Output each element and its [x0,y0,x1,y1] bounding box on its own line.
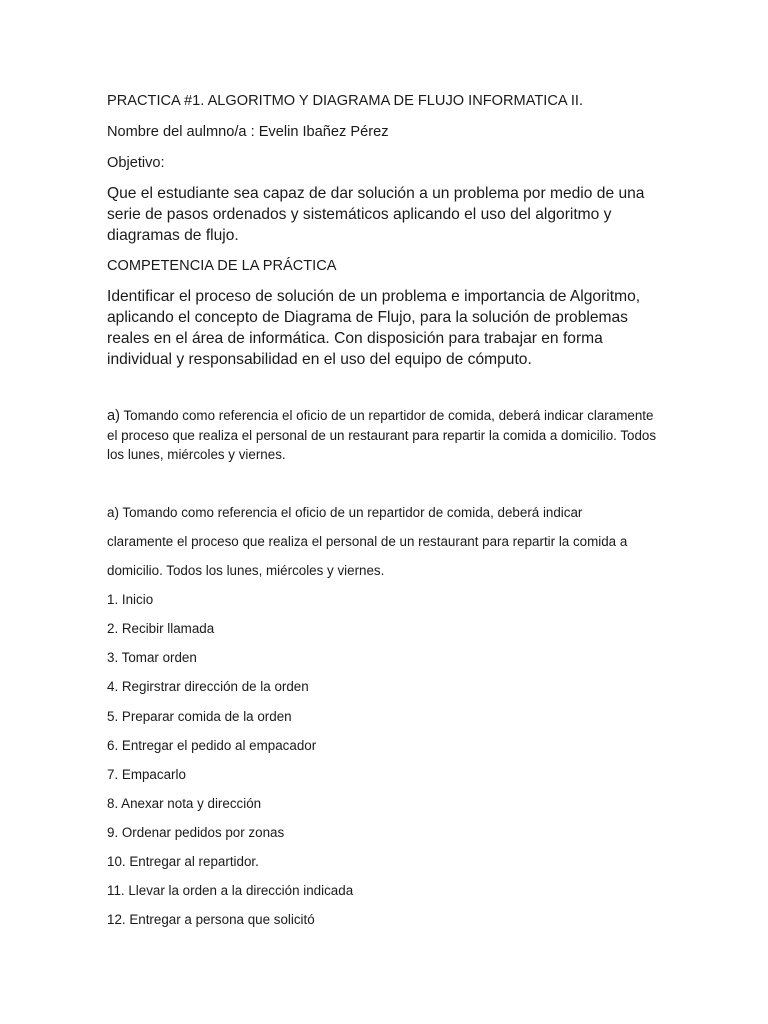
task-text: Tomando como referencia el oficio de un repartidor de comida, deberá indicar claramente el proceso que realiza el personal de un restaurant para repartir la comida a domicilio. Todos los lunes, miércoles y viernes. [107,408,657,462]
competence-heading: COMPETENCIA DE LA PRÁCTICA [107,258,337,274]
step-item: 1. Inicio [107,592,154,607]
competence-text: Identificar el proceso de solución de un problema e importancia de Algoritmo, aplicando el concepto de Diagrama de Flujo, para la solución de problemas reales en el área de informática. Con disposición para trabajar en forma individual y responsabilidad en el uso del equipo de cómputo. [107,288,641,368]
step-item: 11. Llevar la orden a la dirección indicada [107,883,354,898]
task-repeat-line-2: claramente el proceso que realiza el personal de un restaurant para repartir la comida a [107,534,628,549]
objective-heading: Objetivo: [107,155,165,171]
document-title: PRACTICA #1. ALGORITMO Y DIAGRAMA DE FLUJO INFORMATICA II. [107,93,584,109]
task-label: a) [107,408,120,424]
step-item: 5. Preparar comida de la orden [107,709,292,724]
task-repeat-line-3: domicilio. Todos los lunes, miércoles y viernes. [107,563,385,578]
step-item: 6. Entregar el pedido al empacador [107,738,317,753]
task-paragraph [107,406,667,464]
step-item: 3. Tomar orden [107,650,197,665]
step-item: 8. Anexar nota y dirección [107,796,262,811]
step-item: 2. Recibir llamada [107,621,215,636]
task-repeat-line-1: a) Tomando como referencia el oficio de un repartidor de comida, deberá indicar [107,505,583,520]
student-line [107,124,389,140]
student-name: Evelin Ibañez Pérez [258,124,389,140]
objective-text: Que el estudiante sea capaz de dar solución a un problema por medio de una serie de pasos ordenados y sistemáticos aplicando el uso del algoritmo y diagramas de flujo. [107,185,645,244]
student-label: Nombre del aulmno/a : [107,124,255,140]
step-item: 7. Empacarlo [107,767,186,782]
step-item: 10. Entregar al repartidor. [107,854,259,869]
step-item: 12. Entregar a persona que solicitó [107,912,315,927]
step-item: 4. Regirstrar dirección de la orden [107,679,309,694]
step-item: 9. Ordenar pedidos por zonas [107,825,285,840]
